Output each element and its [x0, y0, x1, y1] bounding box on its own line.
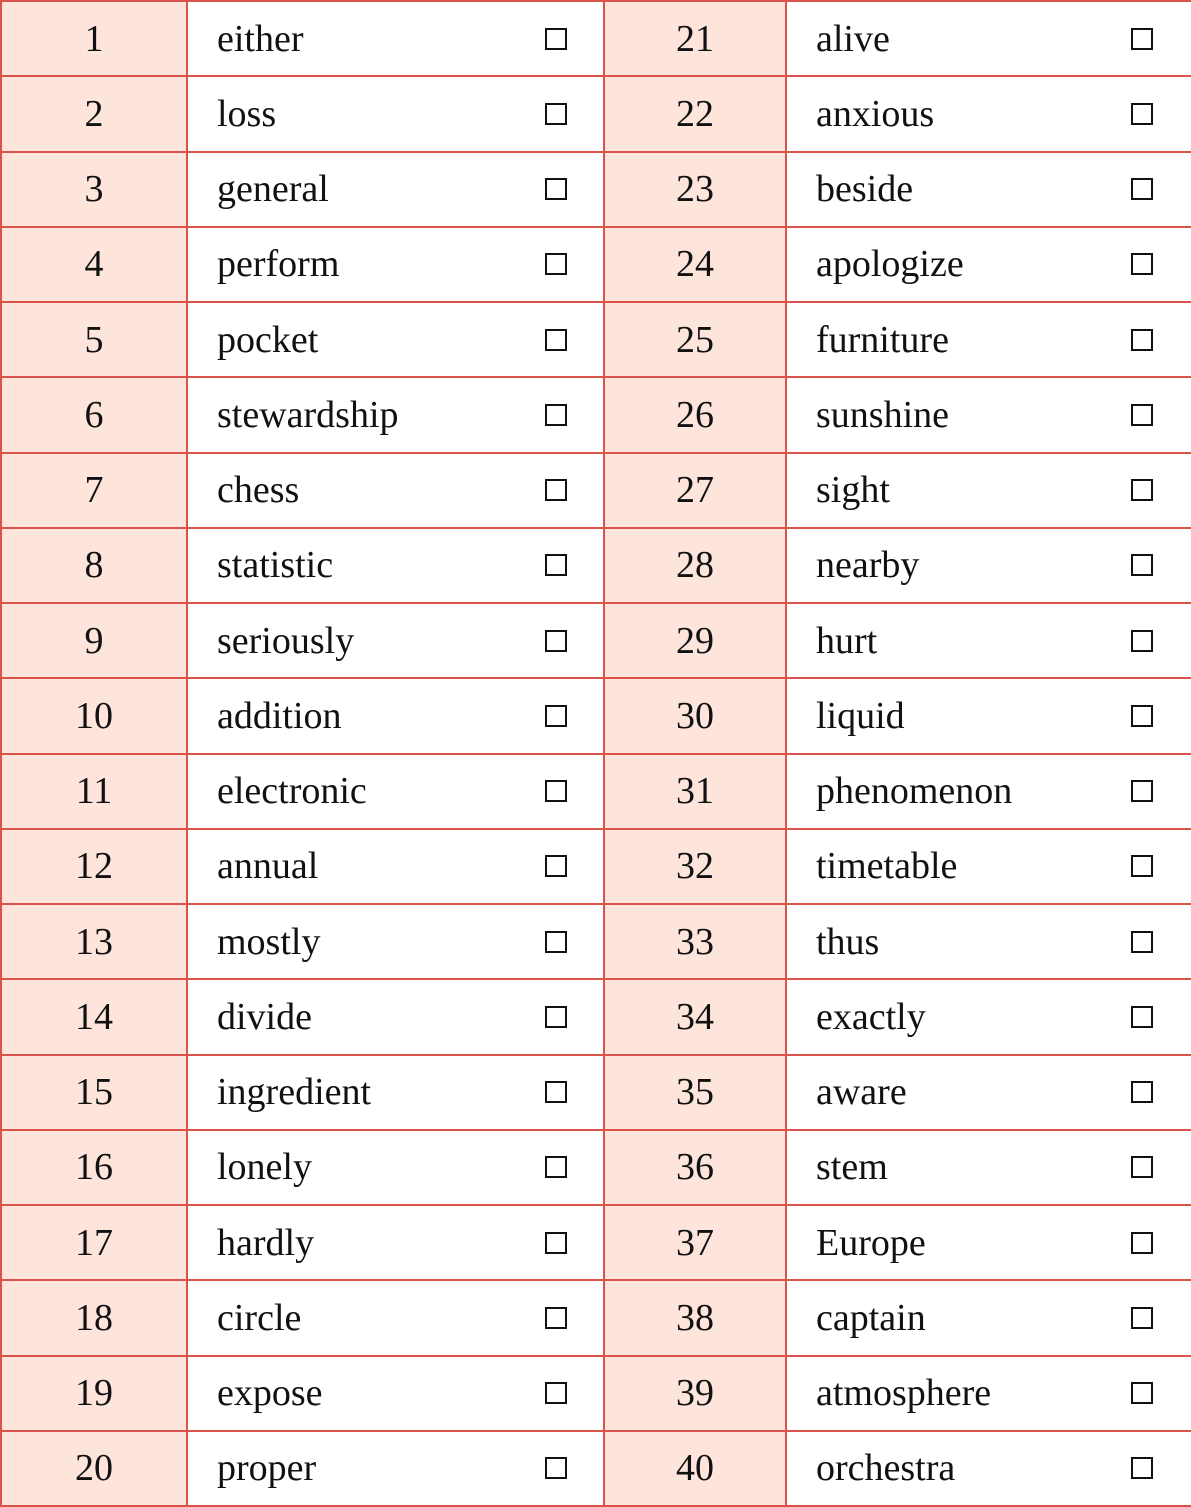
- empty-checkbox-icon[interactable]: [545, 1307, 567, 1329]
- word-cell-left: [187, 1055, 604, 1130]
- item-number-left: 7: [1, 453, 187, 528]
- empty-checkbox-icon[interactable]: [1131, 1081, 1153, 1103]
- vocabulary-word: electronic: [217, 770, 367, 813]
- item-number-left: 14: [1, 979, 187, 1054]
- empty-checkbox-icon[interactable]: [1131, 253, 1153, 275]
- item-number-left: 16: [1, 1130, 187, 1205]
- word-cell-right: [786, 1055, 1191, 1130]
- vocabulary-word: seriously: [217, 619, 355, 662]
- empty-checkbox-icon[interactable]: [545, 1156, 567, 1178]
- empty-checkbox-icon[interactable]: [1131, 1382, 1153, 1404]
- vocabulary-word: exactly: [816, 995, 926, 1038]
- table-row: [1, 1356, 1191, 1431]
- table-row: [1, 1280, 1191, 1355]
- empty-checkbox-icon[interactable]: [545, 103, 567, 125]
- table-row: [1, 227, 1191, 302]
- item-number-right: 38: [604, 1280, 786, 1355]
- item-number-right: 32: [604, 829, 786, 904]
- item-number-left: 4: [1, 227, 187, 302]
- item-number-right: 28: [604, 528, 786, 603]
- word-cell-left: [187, 302, 604, 377]
- word-cell-right: [786, 979, 1191, 1054]
- word-cell-left: [187, 227, 604, 302]
- vocabulary-word: mostly: [217, 920, 321, 963]
- vocabulary-word: atmosphere: [816, 1372, 992, 1415]
- vocabulary-word: sight: [816, 469, 890, 512]
- vocabulary-word: hurt: [816, 619, 878, 662]
- word-cell-left: [187, 1356, 604, 1431]
- word-cell-left: [187, 904, 604, 979]
- word-cell-right: [786, 1130, 1191, 1205]
- item-number-right: 29: [604, 603, 786, 678]
- vocabulary-word: annual: [217, 845, 319, 888]
- item-number-right: 35: [604, 1055, 786, 1130]
- vocabulary-word: divide: [217, 995, 312, 1038]
- item-number-right: 24: [604, 227, 786, 302]
- empty-checkbox-icon[interactable]: [1131, 855, 1153, 877]
- item-number-right: 39: [604, 1356, 786, 1431]
- empty-checkbox-icon[interactable]: [1131, 931, 1153, 953]
- table-row: [1, 1205, 1191, 1280]
- item-number-left: 9: [1, 603, 187, 678]
- empty-checkbox-icon[interactable]: [545, 28, 567, 50]
- vocabulary-word: hardly: [217, 1221, 315, 1264]
- table-row: [1, 829, 1191, 904]
- empty-checkbox-icon[interactable]: [1131, 103, 1153, 125]
- empty-checkbox-icon[interactable]: [545, 178, 567, 200]
- table-row: [1, 754, 1191, 829]
- empty-checkbox-icon[interactable]: [1131, 1156, 1153, 1178]
- word-cell-right: [786, 754, 1191, 829]
- word-cell-right: [786, 1280, 1191, 1355]
- empty-checkbox-icon[interactable]: [545, 554, 567, 576]
- vocabulary-word: nearby: [816, 544, 920, 587]
- empty-checkbox-icon[interactable]: [545, 1081, 567, 1103]
- word-cell-left: [187, 1130, 604, 1205]
- empty-checkbox-icon[interactable]: [1131, 1307, 1153, 1329]
- vocabulary-word: thus: [816, 920, 880, 963]
- vocabulary-word: expose: [217, 1372, 323, 1415]
- word-cell-left: [187, 603, 604, 678]
- empty-checkbox-icon[interactable]: [1131, 404, 1153, 426]
- empty-checkbox-icon[interactable]: [1131, 554, 1153, 576]
- empty-checkbox-icon[interactable]: [1131, 28, 1153, 50]
- vocabulary-word: furniture: [816, 318, 949, 361]
- table-row: [1, 904, 1191, 979]
- table-row: [1, 76, 1191, 151]
- word-cell-right: [786, 152, 1191, 227]
- word-cell-right: [786, 227, 1191, 302]
- empty-checkbox-icon[interactable]: [545, 931, 567, 953]
- item-number-right: 34: [604, 979, 786, 1054]
- table-row: [1, 1055, 1191, 1130]
- vocabulary-word: Europe: [816, 1221, 926, 1264]
- empty-checkbox-icon[interactable]: [545, 1232, 567, 1254]
- empty-checkbox-icon[interactable]: [1131, 1006, 1153, 1028]
- vocabulary-word: liquid: [816, 694, 905, 737]
- word-cell-left: [187, 678, 604, 753]
- item-number-left: 20: [1, 1431, 187, 1506]
- item-number-right: 30: [604, 678, 786, 753]
- vocabulary-word: loss: [217, 92, 277, 135]
- item-number-left: 3: [1, 152, 187, 227]
- word-cell-left: [187, 1431, 604, 1506]
- item-number-right: 40: [604, 1431, 786, 1506]
- empty-checkbox-icon[interactable]: [1131, 780, 1153, 802]
- vocabulary-word: pocket: [217, 318, 319, 361]
- item-number-right: 21: [604, 1, 786, 76]
- word-cell-left: [187, 1, 604, 76]
- item-number-right: 27: [604, 453, 786, 528]
- word-cell-right: [786, 678, 1191, 753]
- word-cell-right: [786, 1356, 1191, 1431]
- vocabulary-word: circle: [217, 1296, 302, 1339]
- word-cell-right: [786, 1205, 1191, 1280]
- item-number-right: 25: [604, 302, 786, 377]
- word-cell-right: [786, 453, 1191, 528]
- word-cell-left: [187, 152, 604, 227]
- empty-checkbox-icon[interactable]: [545, 855, 567, 877]
- vocabulary-word: alive: [816, 17, 890, 60]
- item-number-left: 13: [1, 904, 187, 979]
- word-cell-right: [786, 377, 1191, 452]
- item-number-right: 26: [604, 377, 786, 452]
- empty-checkbox-icon[interactable]: [1131, 705, 1153, 727]
- table-row: [1, 152, 1191, 227]
- word-cell-left: [187, 76, 604, 151]
- item-number-right: 31: [604, 754, 786, 829]
- table-row: [1, 528, 1191, 603]
- empty-checkbox-icon[interactable]: [545, 479, 567, 501]
- word-cell-right: [786, 1431, 1191, 1506]
- item-number-left: 6: [1, 377, 187, 452]
- item-number-left: 10: [1, 678, 187, 753]
- item-number-left: 15: [1, 1055, 187, 1130]
- empty-checkbox-icon[interactable]: [545, 404, 567, 426]
- word-cell-left: [187, 377, 604, 452]
- item-number-left: 2: [1, 76, 187, 151]
- empty-checkbox-icon[interactable]: [1131, 479, 1153, 501]
- item-number-left: 18: [1, 1280, 187, 1355]
- word-cell-left: [187, 1205, 604, 1280]
- word-cell-right: [786, 603, 1191, 678]
- table-row: [1, 377, 1191, 452]
- vocabulary-word: stem: [816, 1146, 888, 1189]
- vocabulary-table-body: [1, 1, 1191, 1506]
- item-number-left: 5: [1, 302, 187, 377]
- empty-checkbox-icon[interactable]: [545, 780, 567, 802]
- word-cell-left: [187, 1280, 604, 1355]
- vocabulary-word: sunshine: [816, 393, 949, 436]
- item-number-left: 8: [1, 528, 187, 603]
- empty-checkbox-icon[interactable]: [545, 1382, 567, 1404]
- item-number-left: 11: [1, 754, 187, 829]
- empty-checkbox-icon[interactable]: [1131, 630, 1153, 652]
- vocabulary-word: timetable: [816, 845, 958, 888]
- vocabulary-word: captain: [816, 1296, 926, 1339]
- vocabulary-word: ingredient: [217, 1071, 372, 1114]
- word-cell-right: [786, 302, 1191, 377]
- empty-checkbox-icon[interactable]: [545, 630, 567, 652]
- vocabulary-word: addition: [217, 694, 342, 737]
- vocabulary-word: orchestra: [816, 1447, 956, 1490]
- table-row: [1, 1130, 1191, 1205]
- word-cell-right: [786, 829, 1191, 904]
- word-cell-left: [187, 754, 604, 829]
- vocabulary-word: perform: [217, 243, 340, 286]
- word-cell-left: [187, 829, 604, 904]
- vocabulary-word: either: [217, 17, 304, 60]
- word-cell-left: [187, 528, 604, 603]
- table-row: [1, 1, 1191, 76]
- word-cell-right: [786, 76, 1191, 151]
- empty-checkbox-icon[interactable]: [1131, 178, 1153, 200]
- word-cell-left: [187, 453, 604, 528]
- table-row: [1, 302, 1191, 377]
- vocabulary-word: proper: [217, 1447, 317, 1490]
- vocabulary-word: general: [217, 168, 329, 211]
- empty-checkbox-icon[interactable]: [545, 253, 567, 275]
- item-number-left: 19: [1, 1356, 187, 1431]
- vocabulary-word: chess: [217, 469, 300, 512]
- item-number-left: 17: [1, 1205, 187, 1280]
- table-row: [1, 1431, 1191, 1506]
- item-number-left: 1: [1, 1, 187, 76]
- empty-checkbox-icon[interactable]: [1131, 1232, 1153, 1254]
- empty-checkbox-icon[interactable]: [1131, 329, 1153, 351]
- item-number-right: 37: [604, 1205, 786, 1280]
- word-cell-right: [786, 904, 1191, 979]
- item-number-right: 23: [604, 152, 786, 227]
- table-row: [1, 678, 1191, 753]
- item-number-right: 36: [604, 1130, 786, 1205]
- empty-checkbox-icon[interactable]: [545, 1457, 567, 1479]
- empty-checkbox-icon[interactable]: [1131, 1457, 1153, 1479]
- item-number-right: 33: [604, 904, 786, 979]
- item-number-right: 22: [604, 76, 786, 151]
- empty-checkbox-icon[interactable]: [545, 705, 567, 727]
- vocabulary-word: lonely: [217, 1146, 312, 1189]
- empty-checkbox-icon[interactable]: [545, 329, 567, 351]
- vocabulary-word: statistic: [217, 544, 334, 587]
- empty-checkbox-icon[interactable]: [545, 1006, 567, 1028]
- vocabulary-word: stewardship: [217, 393, 399, 436]
- table-row: [1, 979, 1191, 1054]
- item-number-left: 12: [1, 829, 187, 904]
- vocabulary-word: aware: [816, 1071, 907, 1114]
- word-cell-right: [786, 528, 1191, 603]
- vocabulary-word: anxious: [816, 92, 935, 135]
- table-row: [1, 603, 1191, 678]
- word-cell-left: [187, 979, 604, 1054]
- word-cell-right: [786, 1, 1191, 76]
- vocabulary-word: beside: [816, 168, 914, 211]
- table-row: [1, 453, 1191, 528]
- vocabulary-word: phenomenon: [816, 770, 1013, 813]
- vocabulary-word: apologize: [816, 243, 964, 286]
